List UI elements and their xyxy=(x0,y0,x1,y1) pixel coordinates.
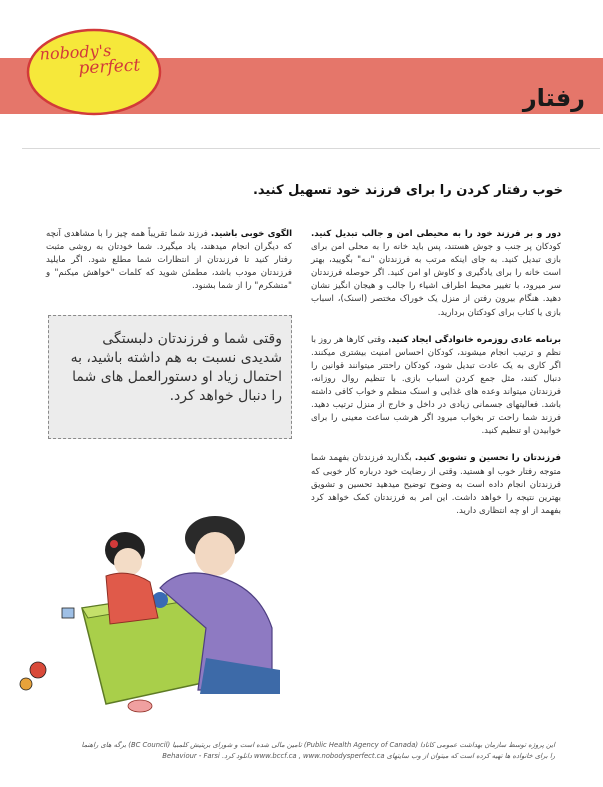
child-shirt xyxy=(106,573,158,624)
footer-credits xyxy=(35,740,555,761)
tip-body: وقتی کارها هر روز با نظم و ترتیب انجام میشوند، کودکان احساس امنیت بیشتری میکنند. اگر کاری به یک عادت تبدیل شود، کودکان راحتتر میتوانند قوانین را دنبال کنند، مثل جمع کردن اسباب بازی. با تنظیم روال روزانه، فرزندتان میتواند وعده های غذایی و اسنک منظم و خواب کافی داشته باشد. فعالیتهای جسمانی زیادی در داخل و خارج از منزل ترتیب دهید. فرزند شما راحت تر بخواب میرود اگر هرشب ساعت معینی را برای خوابیدن او تنظیم کنید. xyxy=(311,334,561,437)
tip-heading: برنامه عادی روزمره خانوادگی ایجاد کنید. xyxy=(388,334,561,345)
left-column xyxy=(46,228,292,307)
tip-heading: فرزندتان را تحسین و تشویق کنید. xyxy=(414,453,562,464)
mother-child-illustration xyxy=(10,458,300,718)
mother-face xyxy=(195,532,235,576)
tip-paragraph xyxy=(311,452,561,517)
tip-heading: الگوی خوبی باشید. xyxy=(210,229,293,239)
right-column xyxy=(311,228,561,532)
tip-heading: دور و بر فرزند خود را به محیطی امن و جالب تبدیل کنید. xyxy=(311,229,561,239)
logo-text xyxy=(39,41,140,78)
divider xyxy=(22,148,600,149)
page-title: رفتار xyxy=(522,84,585,112)
tip-body: فرزند شما تقریباً همه چیز را با مشاهدی آنچه که دیگران انجام میدهند، یاد میگیرد. شما خودتان به روشی مثبت رفتار کنید تا فرزندتان از انتظارات شما مطلع شود. اگر مایلید فرزندتان مودب باشد، مطمئن شوید که کلمات "خواهش میکنم" و "متشکرم" را از شما بشنود. xyxy=(46,229,292,292)
child-face xyxy=(114,548,142,576)
tip-paragraph xyxy=(311,228,561,320)
pull-quote: وقتی شما و فرزندتان دلبستگی شدیدی نسبت به هم داشته باشید، به احتمال زیاد او دستورالعمل های شما را دنبال خواهد کرد. xyxy=(70,331,282,404)
tip-body: بگذارید فرزندتان بفهمد شما متوجه رفتار خوب او هستید. وقتی از رضایت خود درباره کار خوبی که فرزندتان انجام داده است به وضوح توضیح میدهید تحسین و تشویق بهترین نتیجه را خواهد داشت. این امر به فرزندتان کمک خواهد کرد بفهمد از او چه انتظاری دارید. xyxy=(311,453,561,516)
logo-line1: nobody's xyxy=(39,40,112,64)
logo-line2: perfect xyxy=(77,55,141,79)
page-subtitle: خوب رفتار کردن را برای فرزند خود تسهیل کنید. xyxy=(252,183,563,198)
footer-line: این پروژه توسط سازمان بهداشت عمومی کانادا (Public Health Agency of Canada) تامین مالی شده است و شورای بریتیش کلمبیا (BC Council) برگه های راهنما xyxy=(81,741,555,749)
footer-line: را برای خانواده ها تهیه کرده است که میتوان از وب سایتهای www.bccf.ca , www.nobodysperfect.ca دانلود کرد. Behaviour - Farsi xyxy=(162,751,555,760)
tip-paragraph xyxy=(46,228,292,293)
tip-paragraph xyxy=(311,334,561,439)
tip-body: کودکان پر جنب و جوش هستند، پس باید خانه را به محلی امن برای بازی تبدیل کنید. به جای اینکه مرتب به فرزندتان "نـه" بگویید، بهتر است خانه را برای یادگیری و کاوش او امن کنید. اگر حوصله فرزندتان سر میرود، با تغییر محیط اطراف اشیاء را جالب و هیجان انگیز نشان دهید. هنگام بیرون رفتن از منزل یک خوراک مختصر (اسنک)، اسباب بازی یا کتاب برای کودکتان بردارید. xyxy=(311,242,561,318)
